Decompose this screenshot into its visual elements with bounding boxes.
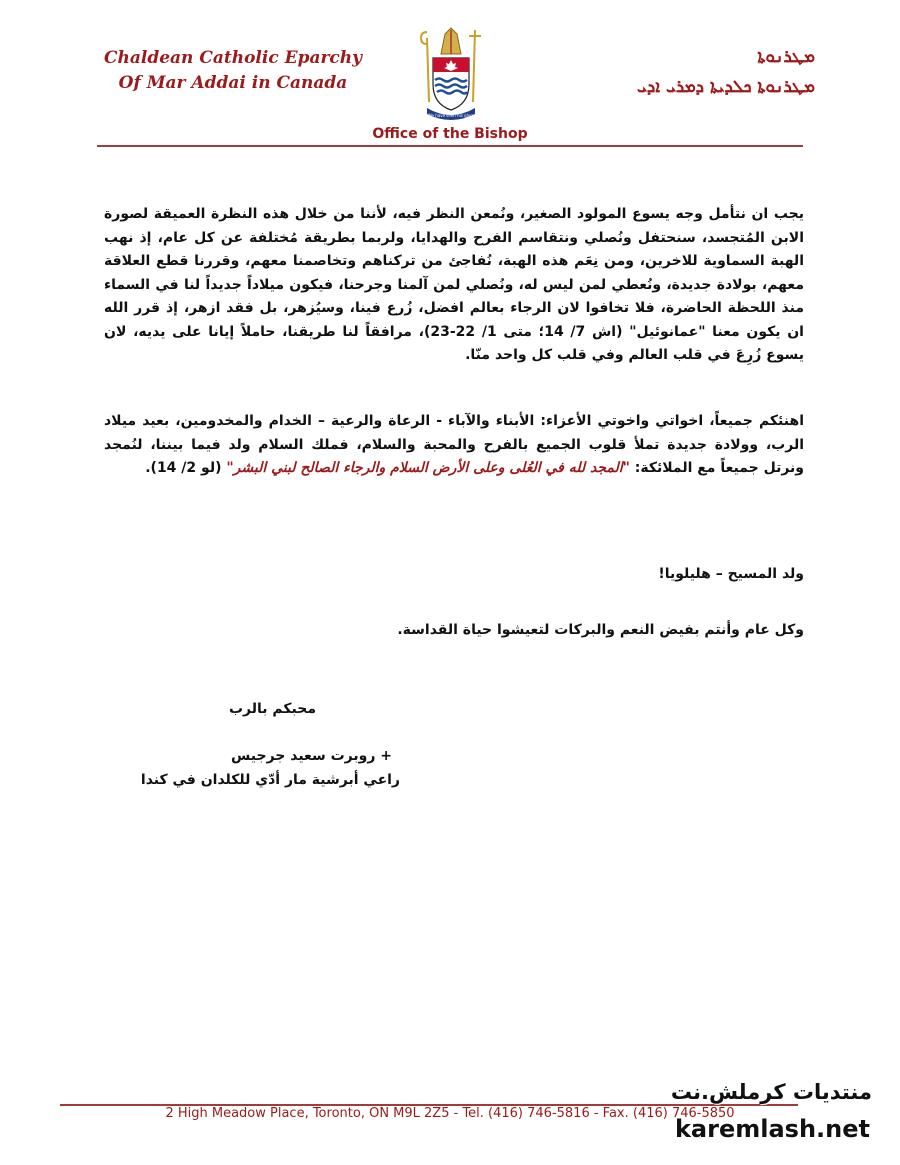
eparchy-name-syriac xyxy=(545,42,815,102)
angels-quote: "المجد لله في العُلى وعلى الأرض السلام والرجاء الصالح لبني البشر" xyxy=(226,460,630,476)
signature-name: + روبرت سعيد جرجيس xyxy=(230,748,392,764)
syriac-line1: ܡܛܪܢܘܬܐ xyxy=(757,47,815,67)
header-divider xyxy=(97,145,803,147)
eparchy-name-line2: Of Mar Addai in Canada xyxy=(118,73,348,93)
signature-title: راعي أبرشية مار أدّي للكلدان في كندا xyxy=(140,772,400,788)
watermark-arabic: منتديات كرملش.نت xyxy=(670,1080,872,1104)
letter-paragraph-4: وكل عام وأنتم بفيض النعم والبركات لتعيشوا حياة القداسة. xyxy=(397,622,804,638)
footer-address: 2 High Meadow Place, Toronto, ON M9L 2Z5 - Tel. (416) 746-5816 - Fax. (416) 746-5850 xyxy=(165,1106,735,1121)
eparchy-name-english xyxy=(88,46,378,96)
paragraph-2-text: اهنئكم جميعاً، اخواتي واخوتي الأعزاء: الأبناء والآباء - الرعاة والرعية – الخدام والمخدومين، بعيد ميلاد الرب، وولادة جديدة تملأ قلوب الجميع بالفرح والمحبة والسلام، فملك السلام ولد فيما بيننا، لنُمجد ونرتل جميعاً مع الملائكة: xyxy=(104,413,804,476)
logo-motto: We have seen his glory xyxy=(427,113,475,118)
syriac-line2: ܡܛܪܢܘܬܐ ܟܠܕܝܬܐ ܕܡܪܝ ܐܕܝ xyxy=(637,77,815,97)
letter-paragraph-2 xyxy=(104,410,804,481)
letter-paragraph-3: ولد المسيح – هليلويا! xyxy=(658,566,804,582)
eparchy-coat-of-arms-logo xyxy=(415,24,487,124)
signature-closing: محبكم بالرب xyxy=(228,701,316,717)
paragraph-2-reference: (لو 2/ 14). xyxy=(145,460,227,476)
watermark-latin: karemlash.net xyxy=(674,1115,870,1143)
eparchy-name-line1: Chaldean Catholic Eparchy xyxy=(103,48,363,68)
office-of-bishop-label: Office of the Bishop xyxy=(372,126,528,142)
letter-paragraph-1: يجب ان نتأمل وجه يسوع المولود الصغير، ونُمعن النظر فيه، لأننا من خلال هذه النظرة العميقة لصورة الابن المُتجسد، سنحتفل ونُصلي ونتقاسم الفرح والهدايا، ولربما بطريقة مُختلفة عن كل عام، إذ نهب الهبة السماوية للاخرين، ومن نِعَم هذه الهبة، نُفاجئ من تركناهم وتخاصمنا معهم، وقررنا قطع العلاقة معهم، بولادة جديدة، ونُعطي لمن ليس له، ونُصلي لمن آلمنا وجرحنا، فيكون ميلاداً جديداً لنا في السماء منذ اللحظة الحاضرة، فلا تخافوا لان الرجاء بعالم افضل، زُرع فينا، وسيُزهر، بل فقد ازهر، إذ قرر الله ان يكون معنا "عمانوئيل" (اش 7/ 14؛ متى 1/ 22-23)، مرافقاً لنا طريقنا، حاملاً إيانا على يديه، لان يسوع زُرِعَ في قلب العالم وفي قلب كل واحد منّا. xyxy=(104,206,804,363)
